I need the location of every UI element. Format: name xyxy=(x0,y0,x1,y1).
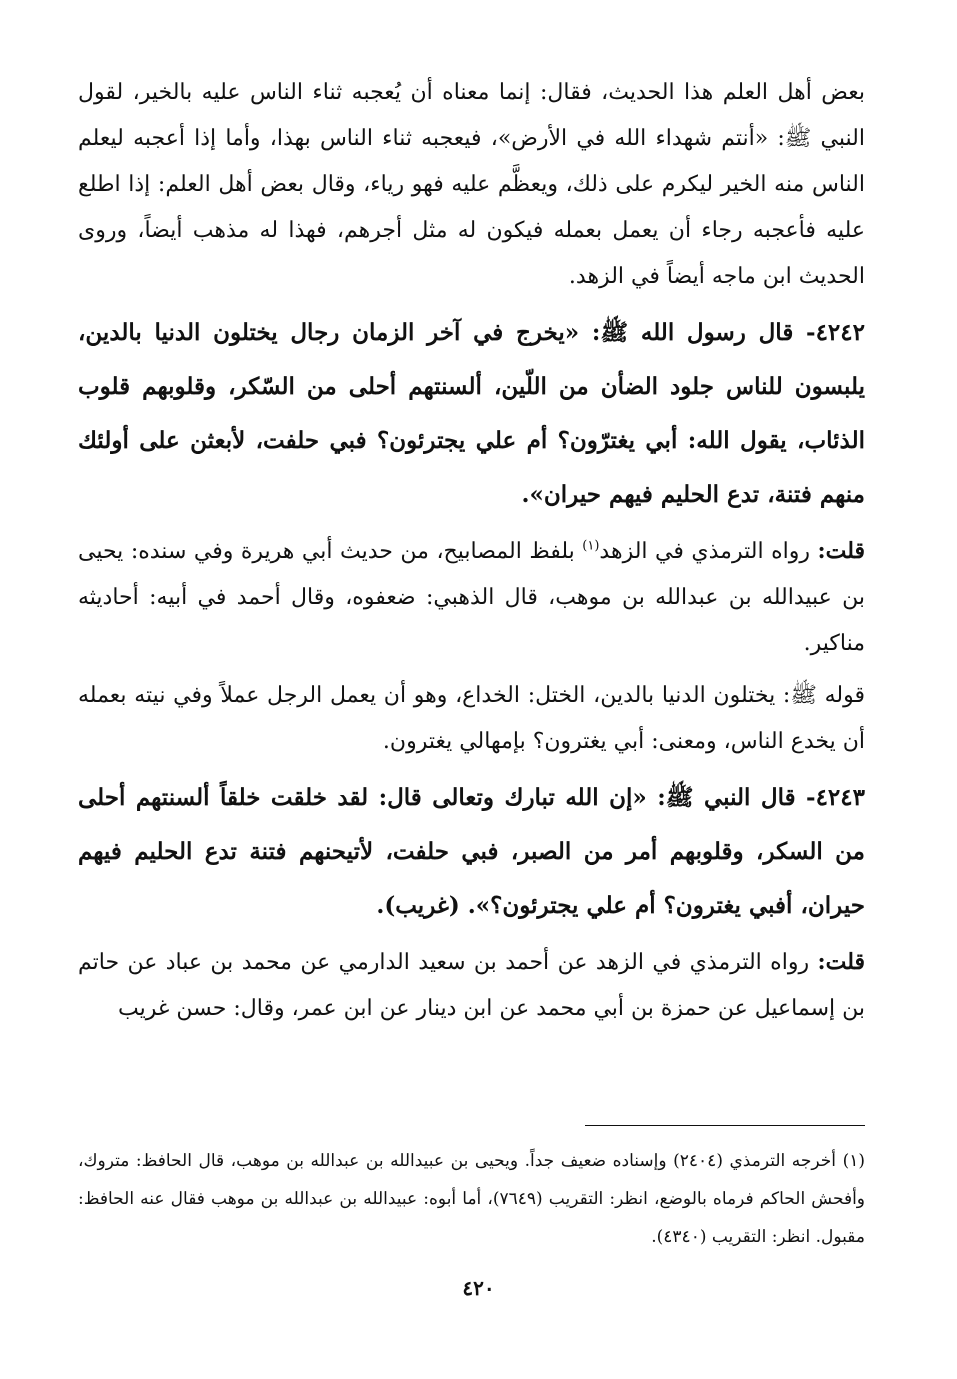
paragraph-commentary: بعض أهل العلم هذا الحديث، فقال: إنما معناه أن يُعجبه ثناء الناس عليه بالخير، لقول النبي ﷺ: «أنتم شهداء الله في الأرض»، فيعجبه ثناء الناس بهذا، وأما إذا أعجبه ليعلم الناس منه الخير ليكرم على ذلك، ويعظَّم عليه فهو رياء، وقال بعض أهل العلم: إذا اطلع عليه فأعجبه رجاء أن يعمل بعمله فيكون له مثل أجرهم، فهذا له مذهب أيضاً، وروى الحديث ابن ماجه أيضاً في الزهد. xyxy=(78,80,865,289)
paragraph-explanation: قوله ﷺ: يختلون الدنيا بالدين، الختل: الخداع، وهو أن يعمل الرجل عملاً وفي نيته بعمله أن يخدع الناس، ومعنى: أبي يغترون؟ بإمهالي يغترون. xyxy=(78,683,865,754)
hadith-4242: ٤٢٤٢- قال رسول الله ﷺ: «يخرج في آخر الزمان رجال يختلون الدنيا بالدين، يلبسون للناس جلود الضأن من اللّين، ألسنتهم أحلى من السّكر، وقلوبهم قلوب الذئاب، يقول الله: أبي يغترّون؟ أم علي يجترئون؟ فبي حلفت، لأبعثن على أولئك منهم فتنة، تدع الحليم فيهم حيران». xyxy=(78,319,865,508)
hadith-4243: ٤٢٤٣- قال النبي ﷺ: «إن الله تبارك وتعالى قال: لقد خلقت خلقاً ألسنتهم أحلى من السكر، وقلوبهم أمر من الصبر، فبي حلفت، لأتيحنهم فتنة تدع الحليم فيهم حيران، أفبي يغترون؟ أم علي يجترئون؟». (غريب). xyxy=(78,784,865,919)
page-number: ٤٢٠ xyxy=(462,1276,495,1300)
note-text-part2: بلفظ المصابيح، من حديث أبي هريرة وفي سنده: يحيى بن عبيدالله بن عبدالله بن موهب، قال الذهبي: ضعفوه، وقال أحمد في أبيه: أحاديثه مناكير. xyxy=(78,539,865,656)
note-lead: قلت: xyxy=(817,949,865,975)
footnote-reference[interactable]: (١) xyxy=(582,538,600,554)
footnote-divider xyxy=(585,1125,865,1126)
page-body xyxy=(0,70,957,1038)
main-text xyxy=(78,70,865,1032)
paragraph-note-4243 xyxy=(78,939,865,1032)
note-lead: قلت: xyxy=(817,538,866,564)
note-text: رواه الترمذي في الزهد عن أحمد بن سعيد الدارمي عن محمد بن عباد عن حاتم بن إسماعيل عن حمزة بن أبي محمد عن ابن دينار عن ابن عمر، وقال: حسن غريب xyxy=(78,950,865,1021)
note-text-part1: رواه الترمذي في الزهد xyxy=(599,539,818,564)
paragraph-note-4242 xyxy=(78,528,865,667)
footnote: (١) أخرجه الترمذي (٢٤٠٤) وإسناده ضعيف جداً. ويحيى بن عبيدالله بن عبدالله بن موهب، قال الحافظ: متروك، وأفحش الحاكم فرماه بالوضع، انظر: التقريب (٧٦٤٩)، أما أبوه: عبيدالله بن عبدالله بن موهب فقال عنه الحافظ: مقبول. انظر: التقريب (٤٣٤٠). xyxy=(78,1151,865,1247)
